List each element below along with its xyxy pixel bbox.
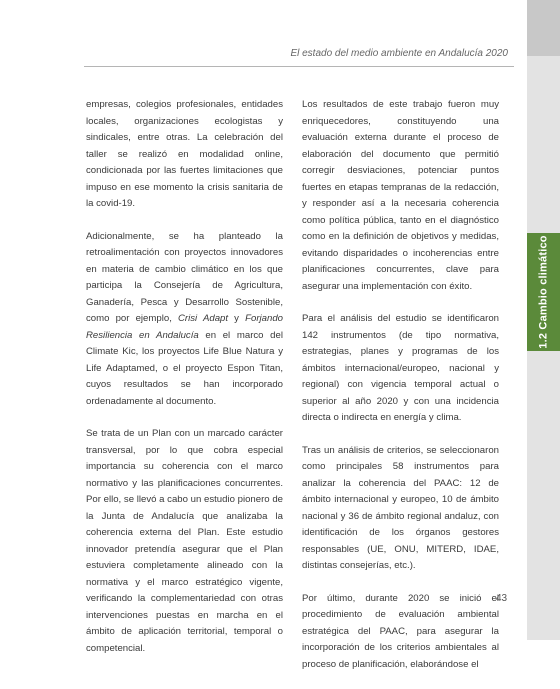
running-header: El estado del medio ambiente en Andalucía 2020 [290, 48, 508, 59]
text-column-left [86, 97, 283, 673]
paragraph: Se trata de un Plan con un marcado carácter transversal, por lo que cobra especial importancia su coherencia con el marco normativo y las planificaciones concurrentes. Por ello, se llevó a cabo un estudio pionero de la Junta de Andalucía que analizaba la coherencia externa del Plan. Este estudio innovador pretendía asegurar que el Plan estuviera completamente alineado con la normativa y el marco estratégico vigente, verificando la complementariedad con otras intervenciones puestas en marcha en el ámbito de aplicación territorial, temporal o competencial. [86, 428, 283, 654]
paragraph [86, 229, 283, 411]
header-divider [84, 66, 514, 67]
page-number: 43 [496, 593, 508, 604]
paragraph-text: Adicionalmente, se ha planteado la retroalimentación con proyectos innovadores en materia de cambio climático en los que participa la Consejería de Agricultura, Ganadería, Pesca y Desarrollo Sostenible, como por ejemplo, [86, 230, 283, 324]
paragraph-text: y [228, 313, 246, 324]
paragraph: Tras un análisis de criterios, se seleccionaron como principales 58 instrumentos para analizar la coherencia del PAAC: 12 de ámbito internacional y europeo, 10 de ámbito nacional y 36 de ámbito regional andaluz, con identificación de los órganos gestores responsables (UE, ONU, MITERD, IDAE, distintas consejerías, etc.). [302, 444, 499, 571]
side-tab-top-band [527, 0, 560, 56]
paragraph: Los resultados de este trabajo fueron muy enriquecedores, constituyendo una evaluación externa durante el proceso de elaboración del documento que permitió corregir desviaciones, potenciar puntos fuertes en etapas tempranas de la redacción, y responder así a la necesaria coherencia como política pública, tanto en el diagnóstico como en la definición de objetivos y medidas, evitando disparidades o incoherencias entre planificaciones concurrentes, clave para asegurar una implementación con éxito. [302, 99, 499, 292]
project-name: Crisi Adapt [178, 313, 229, 324]
paragraph-text: en el marco del Climate Kic, los proyectos Life Blue Natura y Life Adaptamed, o el proyecto Espon Titan, cuyos resultados se han incorporado ordenadamente al documento. [86, 329, 283, 407]
project-name: Forjando Resiliencia en Andalucía [86, 313, 283, 341]
chapter-tab [527, 233, 560, 351]
paragraph: Por último, durante 2020 se inició el procedimiento de evaluación ambiental estratégica del PAAC, para asegurar la incorporación de los criterios ambientales al proceso de planificación, elaborándose el [302, 592, 499, 670]
paragraph: empresas, colegios profesionales, entidades locales, organizaciones ecologistas y sindicales, entre otras. La celebración del taller se realizó en modalidad online, condicionada por las fuertes limitaciones que impuso en ese momento la crisis sanitaria de la covid-19. [86, 99, 283, 209]
paragraph: Para el análisis del estudio se identificaron 142 instrumentos (de tipo normativa, estrategias, planes y programas de los ámbitos internacional/europeo, nacional y regional) con vigencia temporal actual o superior al año 2020 y con una incidencia directa o indirecta en energía y clima. [302, 313, 499, 423]
text-column-right [302, 97, 499, 689]
chapter-tab-label: 1.2 Cambio climático [537, 235, 550, 349]
